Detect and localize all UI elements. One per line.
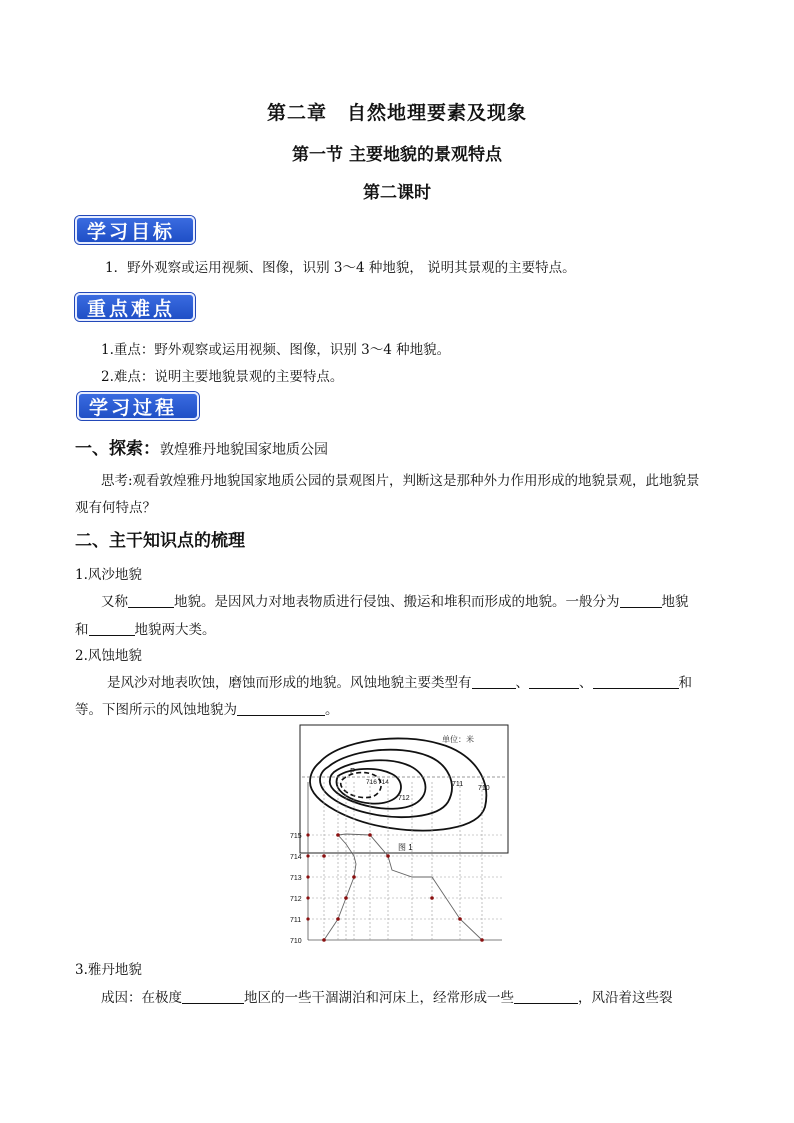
text: 地貌。是因风力对地表物质进行侵蚀、搬运和堆积而形成的地貌。一般分为 (174, 594, 620, 610)
text: 、 (515, 675, 529, 691)
text: 又称 (101, 594, 128, 610)
text: ，风沿着这些裂 (578, 990, 673, 1006)
contour-label: 714 (378, 779, 389, 786)
text: 地貌 (661, 594, 689, 610)
contour-label: 711 (452, 781, 464, 788)
section-1-title: 1.风沙地貌 (75, 567, 142, 583)
point-label: P (350, 767, 356, 776)
profile-tick-label: 712 (290, 896, 302, 903)
section-1-line-2 (75, 618, 216, 638)
badge-key-points: 重点难点 (75, 293, 195, 321)
text: 成因：在极度 (101, 990, 182, 1006)
text: 。 (325, 702, 339, 718)
key-point-2: 2.难点：说明主要地貌景观的主要特点。 (101, 369, 344, 385)
contour-label: 712 (398, 795, 410, 802)
explore-question-line-1: 思考:观看敦煌雅丹地貌国家地质公园的景观图片，判断这是那种外力作用形成的地貌景观，此地貌景 (101, 473, 700, 489)
badge-learning-process: 学习过程 (77, 392, 199, 420)
goal-item-1: 1．野外观察或运用视频、图像，识别 3～4 种地貌， 说明其景观的主要特点。 (105, 260, 576, 276)
fill-blank[interactable] (237, 701, 325, 716)
section-2-line-1 (107, 671, 692, 691)
section-3-line-1 (101, 986, 673, 1006)
section-2-line-2 (75, 698, 339, 718)
map-frame (300, 725, 508, 853)
figure-caption: 图 1 (398, 843, 413, 852)
fill-blank[interactable] (128, 593, 174, 608)
key-point-1: 1.重点：野外观察或运用视频、图像，识别 3～4 种地貌。 (101, 342, 451, 358)
fill-blank[interactable] (472, 674, 516, 689)
text: 、 (579, 675, 593, 691)
contour-label: 710 (478, 785, 490, 792)
explore-heading-label: 一、探索： (75, 439, 160, 459)
fill-blank[interactable] (89, 621, 135, 636)
section-2-title: 2.风蚀地貌 (75, 648, 142, 664)
knowledge-heading: 二、主干知识点的梳理 (75, 531, 245, 551)
fill-blank[interactable] (593, 674, 679, 689)
fill-blank[interactable] (529, 674, 579, 689)
lesson-title: 第二课时 (363, 183, 431, 203)
section-3-title: 3.雅丹地貌 (75, 962, 142, 978)
explore-heading (75, 434, 328, 459)
profile-tick-label: 714 (290, 854, 302, 861)
profile-tick-label: 711 (290, 917, 302, 924)
text: 地区的一些干涸湖泊和河床上，经常形成一些 (244, 990, 514, 1006)
fill-blank[interactable] (620, 593, 662, 608)
fill-blank[interactable] (514, 989, 578, 1004)
text: 和 (678, 675, 692, 691)
fill-blank[interactable] (182, 989, 244, 1004)
badge-learning-goals: 学习目标 (75, 216, 195, 244)
chapter-title: 第二章 自然地理要素及现象 (266, 102, 527, 124)
explore-question-line-2: 观有何特点？ (75, 500, 156, 516)
unit-label: 单位：米 (442, 735, 474, 744)
text: 地貌两大类。 (134, 622, 216, 638)
text: 和 (75, 622, 89, 638)
profile-tick-label: 713 (290, 875, 302, 882)
profile-tick-label: 715 (290, 833, 302, 840)
section-1-line-1 (101, 590, 689, 610)
section-title: 第一节 主要地貌的景观特点 (292, 145, 502, 165)
text: 是风沙对地表吹蚀，磨蚀而形成的地貌。风蚀地貌主要类型有 (107, 675, 472, 691)
profile-tick-label: 710 (290, 938, 302, 945)
contour-label: 716 (366, 779, 377, 786)
explore-topic: 敦煌雅丹地貌国家地质公园 (160, 442, 328, 458)
text: 等。下图所示的风蚀地貌为 (75, 702, 237, 718)
contour-profile-figure (280, 722, 510, 947)
